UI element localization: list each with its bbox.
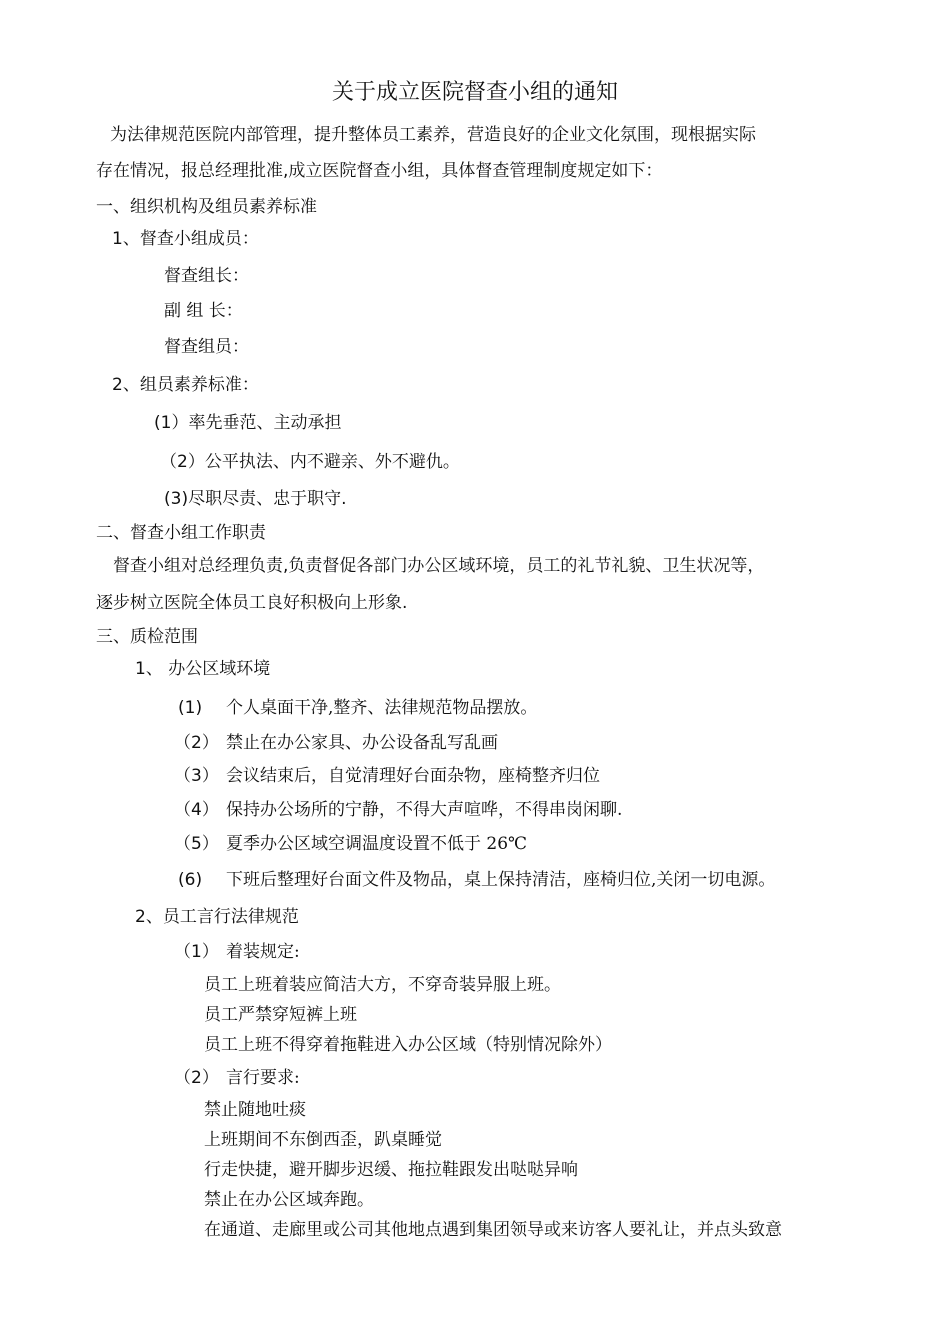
conduct-item-3: 行走快捷，避开脚步迟缓、拖拉鞋跟发出哒哒异响 — [204, 1160, 578, 1180]
member-staff: 督查组员： — [164, 337, 249, 357]
duties-line-1: 督查小组对总经理负责,负责督促各部门办公区域环境，员工的礼节礼貌、卫生状况等， — [113, 556, 765, 576]
section-3-heading: 三、质检范围 — [96, 627, 198, 647]
standard-item-3: (3)尽职尽责、忠于职守. — [164, 489, 347, 509]
intro-line-1: 为法律规范医院内部管理，提升整体员工素养，营造良好的企业文化氛围，现根据实际 — [110, 125, 756, 145]
intro-line-2: 存在情况，报总经理批准,成立医院督查小组，具体督查管理制度规定如下： — [96, 161, 663, 181]
office-item-4-text: 保持办公场所的宁静，不得大声喧哗，不得串岗闲聊. — [226, 800, 623, 820]
office-item-5-text: 夏季办公区域空调温度设置不低于 26℃ — [226, 834, 528, 854]
dress-item-1: 员工上班着装应简洁大方，不穿奇装异服上班。 — [204, 975, 561, 995]
standard-item-1: (1）率先垂范、主动承担 — [154, 413, 342, 433]
dress-num: （1） — [174, 942, 219, 962]
members-subheading: 1、督查小组成员： — [112, 229, 259, 249]
member-leader: 督查组长： — [164, 266, 249, 286]
conduct-item-5: 在通道、走廊里或公司其他地点遇到集团领导或来访客人要礼让，并点头致意 — [204, 1220, 782, 1240]
office-item-5-num: （5） — [174, 834, 219, 854]
office-item-6-text: 下班后整理好台面文件及物品，桌上保持清洁，座椅归位,关闭一切电源。 — [226, 870, 776, 890]
dress-item-3: 员工上班不得穿着拖鞋进入办公区域（特别情况除外） — [204, 1035, 612, 1055]
office-item-2-num: （2） — [174, 733, 219, 753]
conduct-item-2: 上班期间不东倒西歪，趴桌睡觉 — [204, 1130, 442, 1150]
section-2-heading: 二、督查小组工作职责 — [96, 523, 266, 543]
office-subheading: 1、 办公区域环境 — [135, 659, 271, 679]
standards-subheading: 2、组员素养标准： — [112, 375, 259, 395]
dress-label: 着装规定: — [226, 942, 300, 962]
office-item-1-num: (1) — [178, 698, 203, 718]
office-item-1-text: 个人桌面干净,整齐、法律规范物品摆放。 — [226, 698, 538, 718]
conduct-label: 言行要求: — [226, 1068, 300, 1088]
conduct-item-4: 禁止在办公区域奔跑。 — [204, 1190, 374, 1210]
office-item-6-num: (6) — [178, 870, 203, 890]
member-deputy: 副 组 长： — [164, 301, 243, 321]
conduct-num: （2） — [174, 1068, 219, 1088]
office-item-4-num: （4） — [174, 800, 219, 820]
office-item-3-num: （3） — [174, 766, 219, 786]
duties-line-2: 逐步树立医院全体员工良好积极向上形象. — [96, 593, 408, 613]
conduct-subheading: 2、员工言行法律规范 — [135, 907, 299, 927]
standard-item-2: （2）公平执法、内不避亲、外不避仇。 — [160, 452, 460, 472]
office-item-2-text: 禁止在办公家具、办公设备乱写乱画 — [226, 733, 498, 753]
dress-item-2: 员工严禁穿短裤上班 — [204, 1005, 357, 1025]
section-1-heading: 一、组织机构及组员素养标准 — [96, 197, 317, 217]
document-title: 关于成立医院督查小组的通知 — [331, 80, 618, 105]
conduct-item-1: 禁止随地吐痰 — [204, 1100, 306, 1120]
office-item-3-text: 会议结束后，自觉清理好台面杂物，座椅整齐归位 — [226, 766, 600, 786]
